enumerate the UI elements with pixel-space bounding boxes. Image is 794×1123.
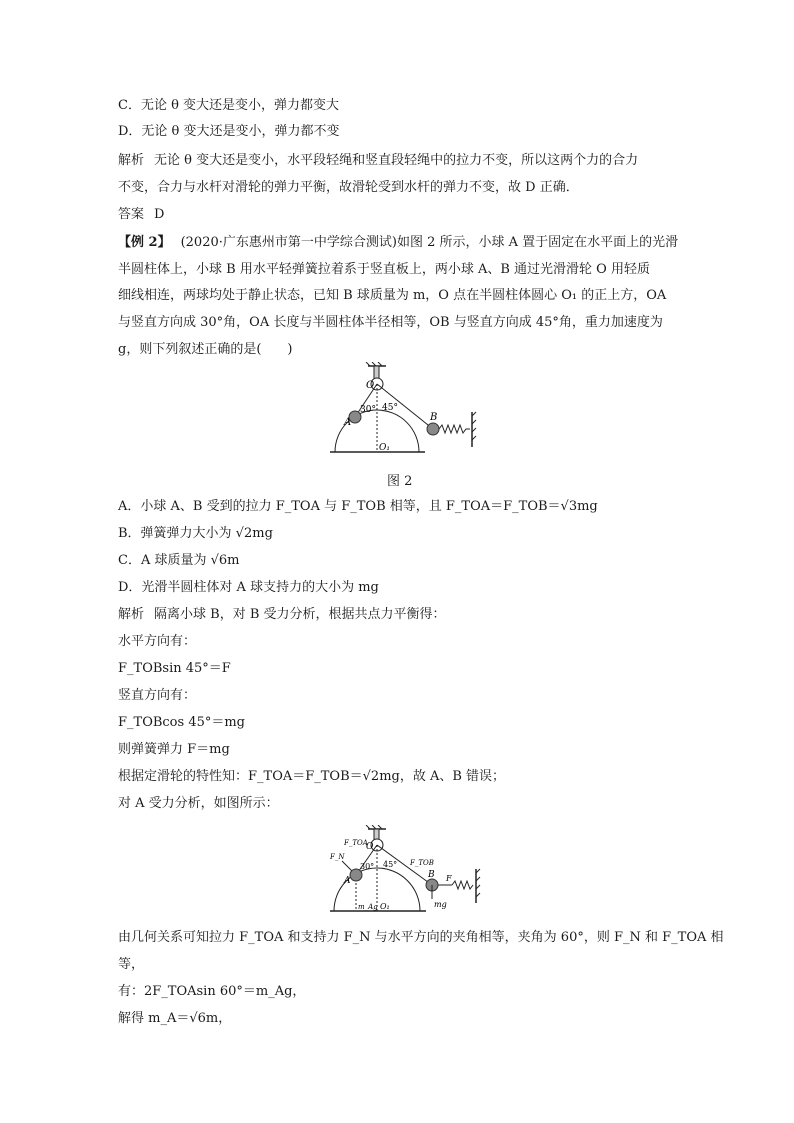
option-b: B．弹簧弹力大小为 √2mg xyxy=(118,526,273,541)
solution-line-1: 解析 隔离小球 B，对 B 受力分析，根据共点力平衡得： xyxy=(118,607,446,622)
fig2-label-30: 30° xyxy=(360,862,375,871)
label-45: 45° xyxy=(382,403,398,413)
fig2-label-FN: F_N xyxy=(330,853,345,861)
fig2-label-B: B xyxy=(428,870,435,880)
analysis-line-2: 不变，合力与水杆对滑轮的弹力平衡，故滑轮受到水杆的弹力不变，故 D 正确． xyxy=(118,180,579,195)
option-c-prev: C．无论 θ 变大还是变小，弹力都变大 xyxy=(118,98,340,113)
conclusion-line-1: 由几何关系可知拉力 F_TOA 和支持力 F_N 与水平方向的夹角相等，夹角为 60°，则 F_N 和 F_TOA 相 xyxy=(118,930,724,945)
solution-line-8: 对 A 受力分析，如图所示： xyxy=(118,796,279,811)
fig2-label-O1: O₁ xyxy=(380,902,390,911)
example-title: 【例 2】 (2020·广东惠州市第一中学综合测试)如图 2 所示，小球 A 置于固定在水平面上的光滑 xyxy=(118,235,679,250)
solution-line-4: 竖直方向有： xyxy=(118,688,197,703)
label-O1: O₁ xyxy=(379,443,390,453)
solution-line-5: F_TOBcos 45°＝mg xyxy=(118,715,246,730)
solution-line-2: 水平方向有： xyxy=(118,634,197,649)
force-analysis-diagram xyxy=(328,825,483,917)
label-B: B xyxy=(430,412,438,423)
answer-line: 答案 D xyxy=(118,207,165,222)
fig2-label-FTOA: F_TOA xyxy=(344,839,368,847)
example-line-3: 细线相连，两球均处于静止状态，已知 B 球质量为 m，O 点在半圆柱体圆心 O₁ 的正上方，OA xyxy=(118,288,667,303)
fig2-label-A: A xyxy=(344,876,351,886)
solution-line-3: F_TOBsin 45°＝F xyxy=(118,661,231,676)
figure-caption: 图 2 xyxy=(387,474,413,489)
example-line-2: 半圆柱体上，小球 B 用水平轻弹簧拉着系于竖直板上，两小球 A、B 通过光滑滑轮 O 用轻质 xyxy=(118,262,650,277)
solution-line-7: 根据定滑轮的特性知：F_TOA＝F_TOB＝√2mg，故 A、B 错误； xyxy=(118,769,506,784)
option-d-prev: D．无论 θ 变大还是变小，弹力都不变 xyxy=(118,124,340,139)
conclusion-line-3: 有：2F_TOAsin 60°＝m_Ag， xyxy=(118,984,306,999)
option-c: C．A 球质量为 √6m xyxy=(118,553,240,568)
figure-2-diagram xyxy=(330,362,480,462)
label-30: 30° xyxy=(360,405,376,415)
label-O: O xyxy=(366,380,375,391)
fig2-label-mAg: m_Ag xyxy=(358,903,378,911)
option-d: D．光滑半圆柱体对 A 球支持力的大小为 mg xyxy=(118,580,379,595)
label-A: A xyxy=(344,417,352,428)
fig2-label-45: 45° xyxy=(383,860,398,869)
conclusion-line-2: 等， xyxy=(118,957,145,972)
example-line-4: 与竖直方向成 30°角，OA 长度与半圆柱体半径相等，OB 与竖直方向成 45°角，重力加速度为 xyxy=(118,315,663,330)
option-a: A．小球 A、B 受到的拉力 F_TOA 与 F_TOB 相等，且 F_TOA＝F_TOB＝√3mg xyxy=(118,499,598,514)
fig2-label-mg: mg xyxy=(434,900,447,909)
analysis-line-1: 解析 无论 θ 变大还是变小，水平段轻绳和竖直段轻绳中的拉力不变，所以这两个力的合力 xyxy=(118,153,639,168)
conclusion-line-4: 解得 m_A＝√6m， xyxy=(118,1011,232,1026)
solution-line-6: 则弹簧弹力 F＝mg xyxy=(118,742,230,757)
fig2-label-O: O xyxy=(366,842,374,852)
example-line-5: g，则下列叙述正确的是( ) xyxy=(118,342,293,357)
fig2-label-FTOB: F_TOB xyxy=(410,859,434,867)
fig2-label-F: F xyxy=(446,874,452,883)
